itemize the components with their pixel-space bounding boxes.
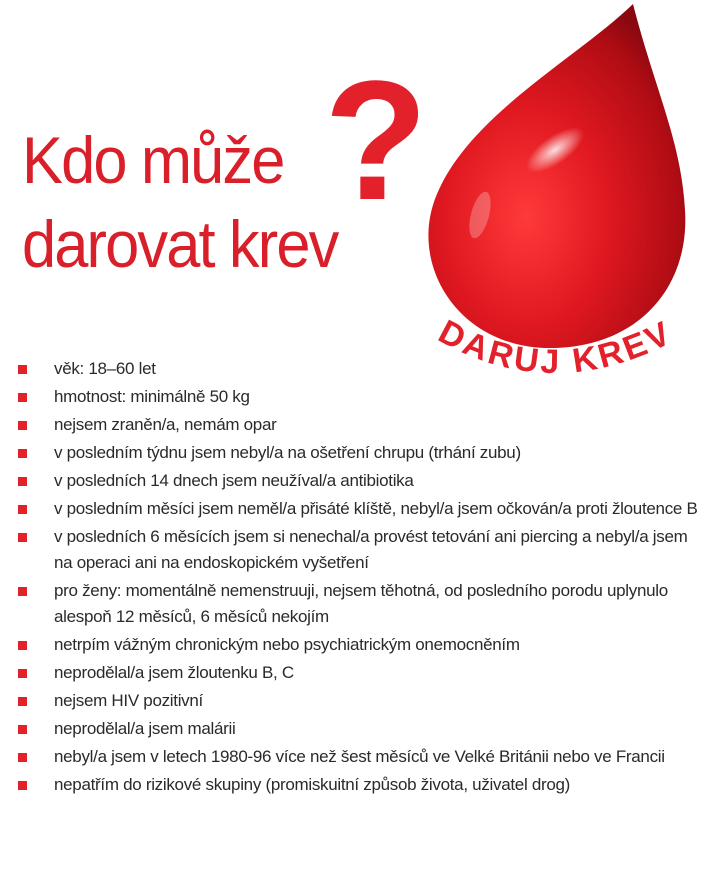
square-bullet-icon [18, 421, 27, 430]
criteria-text: nebyl/a jsem v letech 1980-96 více než šest měsíců ve Velké Británii nebo ve Francii [54, 747, 665, 766]
criteria-text: v posledním měsíci jsem neměl/a přisáté klíště, nebyl/a jsem očkován/a proti žloutence B [54, 499, 698, 518]
title-line-1: Kdo může [22, 123, 284, 197]
list-item [18, 356, 698, 382]
list-item [18, 744, 698, 770]
square-bullet-icon [18, 587, 27, 596]
criteria-text: nepatřím do rizikové skupiny (promiskuitní způsob života, uživatel drog) [54, 775, 571, 794]
criteria-list [18, 356, 698, 800]
list-item [18, 440, 698, 466]
list-item [18, 578, 698, 630]
square-bullet-icon [18, 505, 27, 514]
square-bullet-icon [18, 669, 27, 678]
criteria-text: v posledních 14 dnech jsem neužíval/a antibiotika [54, 471, 414, 490]
square-bullet-icon [18, 725, 27, 734]
criteria-text: hmotnost: minimálně 50 kg [54, 387, 250, 406]
criteria-text: nejsem HIV pozitivní [54, 691, 203, 710]
list-item [18, 384, 698, 410]
square-bullet-icon [18, 641, 27, 650]
list-item [18, 524, 698, 576]
square-bullet-icon [18, 753, 27, 762]
criteria-text: nejsem zraněn/a, nemám opar [54, 415, 277, 434]
square-bullet-icon [18, 365, 27, 374]
square-bullet-icon [18, 449, 27, 458]
criteria-text: pro ženy: momentálně nemenstruuji, nejsem těhotná, od posledního porodu uplynulo alespoň 12 měsíců, 6 měsíců nekojím [54, 581, 668, 626]
square-bullet-icon [18, 781, 27, 790]
square-bullet-icon [18, 393, 27, 402]
question-mark: ? [324, 46, 428, 236]
list-item [18, 716, 698, 742]
criteria-text: v posledních 6 měsících jsem si nenechal/a provést tetování ani piercing a nebyl/a jsem na operaci ani na endoskopickém vyšetření [54, 527, 688, 572]
square-bullet-icon [18, 477, 27, 486]
title-line-2: darovat krev [22, 207, 338, 281]
criteria-text: neprodělal/a jsem malárii [54, 719, 236, 738]
criteria-text: věk: 18–60 let [54, 359, 156, 378]
list-item [18, 632, 698, 658]
criteria-text: netrpím vážným chronickým nebo psychiatrickým onemocněním [54, 635, 520, 654]
list-item [18, 772, 698, 798]
criteria-text: v posledním týdnu jsem nebyl/a na ošetření chrupu (trhání zubu) [54, 443, 521, 462]
list-item [18, 468, 698, 494]
list-item [18, 660, 698, 686]
square-bullet-icon [18, 697, 27, 706]
criteria-text: neprodělal/a jsem žloutenku B, C [54, 663, 294, 682]
square-bullet-icon [18, 533, 27, 542]
list-item [18, 688, 698, 714]
list-item [18, 412, 698, 438]
list-item [18, 496, 698, 522]
page-title [22, 118, 337, 286]
stamp-text: DARUJ KREV [432, 312, 679, 382]
